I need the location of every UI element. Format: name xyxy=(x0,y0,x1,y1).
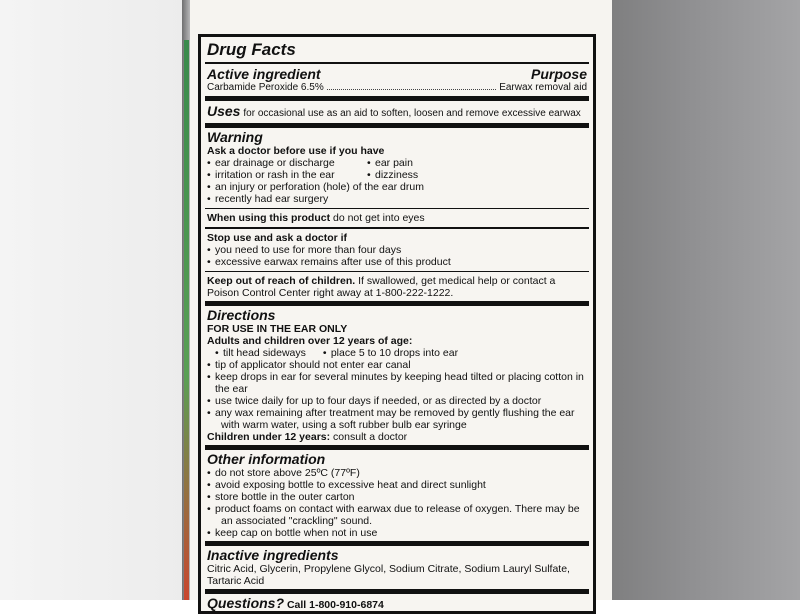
warning-item: • an injury or perforation (hole) of the ear drum xyxy=(207,181,587,193)
divider xyxy=(205,62,589,64)
directions-item: • keep drops in ear for several minutes by keeping head tilted or placing cotton in the ear xyxy=(207,371,587,395)
warning-section xyxy=(201,128,593,207)
active-ingredient-heading: Active ingredient xyxy=(207,65,321,82)
warning-item: • dizziness xyxy=(367,169,418,181)
other-item: • product foams on contact with earwax due to release of oxygen. There may be xyxy=(207,503,587,515)
directions-item-a: • tilt head sideways xyxy=(207,347,306,359)
directions-item: • use twice daily for up to four days if needed, or as directed by a doctor xyxy=(207,395,587,407)
questions-phone: Call 1-800-910-6874 xyxy=(286,599,384,611)
other-information-section xyxy=(201,450,593,541)
other-item: • avoid exposing bottle to excessive heat and direct sunlight xyxy=(207,479,587,491)
directions-adults: Adults and children over 12 years of age: xyxy=(207,335,413,347)
stop-use-item: • you need to use for more than four days xyxy=(207,244,587,256)
inactive-ingredients-section xyxy=(201,546,593,589)
warning-heading: Warning xyxy=(207,128,263,145)
uses-text: for occasional use as an aid to soften, loosen and remove excessive earwax xyxy=(243,107,581,119)
drug-facts-panel xyxy=(198,34,596,614)
directions-item-continued: with warm water, using a soft rubber bulb ear syringe xyxy=(221,419,467,431)
other-item-continued: an associated "crackling" sound. xyxy=(221,515,373,527)
inactive-ingredients-text: Citric Acid, Glycerin, Propylene Glycol, Sodium Citrate, Sodium Lauryl Sulfate, Tartaric Acid xyxy=(207,563,570,587)
divider xyxy=(205,208,589,210)
background-right xyxy=(612,0,800,600)
stop-use-section xyxy=(201,230,593,270)
stop-use-item: • excessive earwax remains after use of this product xyxy=(207,256,587,268)
children-heading: Children under 12 years: xyxy=(207,431,331,443)
directions-ear-only: FOR USE IN THE EAR ONLY xyxy=(207,323,348,335)
uses-section xyxy=(201,101,593,123)
uses-heading: Uses xyxy=(207,102,241,119)
warning-item: • recently had ear surgery xyxy=(207,193,587,205)
divider xyxy=(205,271,589,273)
purpose-value: Earwax removal aid xyxy=(499,81,587,93)
children-text: consult a doctor xyxy=(333,431,408,443)
directions-item-b: • place 5 to 10 drops into ear xyxy=(315,347,458,359)
questions-heading: Questions? xyxy=(207,595,285,611)
warning-item: • irritation or rash in the ear xyxy=(207,169,367,181)
directions-item: • any wax remaining after treatment may be removed by gently flushing the ear xyxy=(207,407,587,419)
directions-item: • tip of applicator should not enter ear canal xyxy=(207,359,587,371)
active-ingredient-value: Carbamide Peroxide 6.5% xyxy=(207,81,324,93)
questions-section xyxy=(201,594,593,613)
when-using-text: do not get into eyes xyxy=(333,212,425,224)
other-item: • store bottle in the outer carton xyxy=(207,491,587,503)
directions-section xyxy=(201,306,593,445)
directions-heading: Directions xyxy=(207,307,276,323)
children-line xyxy=(207,431,587,443)
carton-side-stripe xyxy=(184,40,189,600)
title-section xyxy=(201,37,593,61)
background-left xyxy=(0,0,190,600)
directions-item xyxy=(207,347,587,359)
divider xyxy=(205,227,589,229)
stop-use-heading: Stop use and ask a doctor if xyxy=(207,231,348,244)
leader-dots xyxy=(327,89,496,90)
keep-out-section xyxy=(201,273,593,301)
drug-facts-title: Drug Facts xyxy=(207,40,296,59)
warning-item: • ear drainage or discharge xyxy=(207,157,367,169)
ask-doctor-heading: Ask a doctor before use if you have xyxy=(207,144,385,157)
active-ingredient-section xyxy=(201,65,593,96)
other-item: • keep cap on bottle when not in use xyxy=(207,527,587,539)
when-using-heading: When using this product xyxy=(207,212,331,224)
purpose-heading: Purpose xyxy=(530,65,587,82)
keep-out-text: If swallowed, get medical help or contact a Poison Control Center right away at 1-800-222-1222. xyxy=(207,275,556,299)
inactive-ingredients-heading: Inactive ingredients xyxy=(207,547,339,563)
when-using-section xyxy=(201,210,593,226)
keep-out-heading: Keep out of reach of children. xyxy=(207,275,356,287)
other-information-heading: Other information xyxy=(207,451,326,467)
other-item: • do not store above 25ºC (77ºF) xyxy=(207,467,587,479)
warning-item: • ear pain xyxy=(367,157,418,169)
